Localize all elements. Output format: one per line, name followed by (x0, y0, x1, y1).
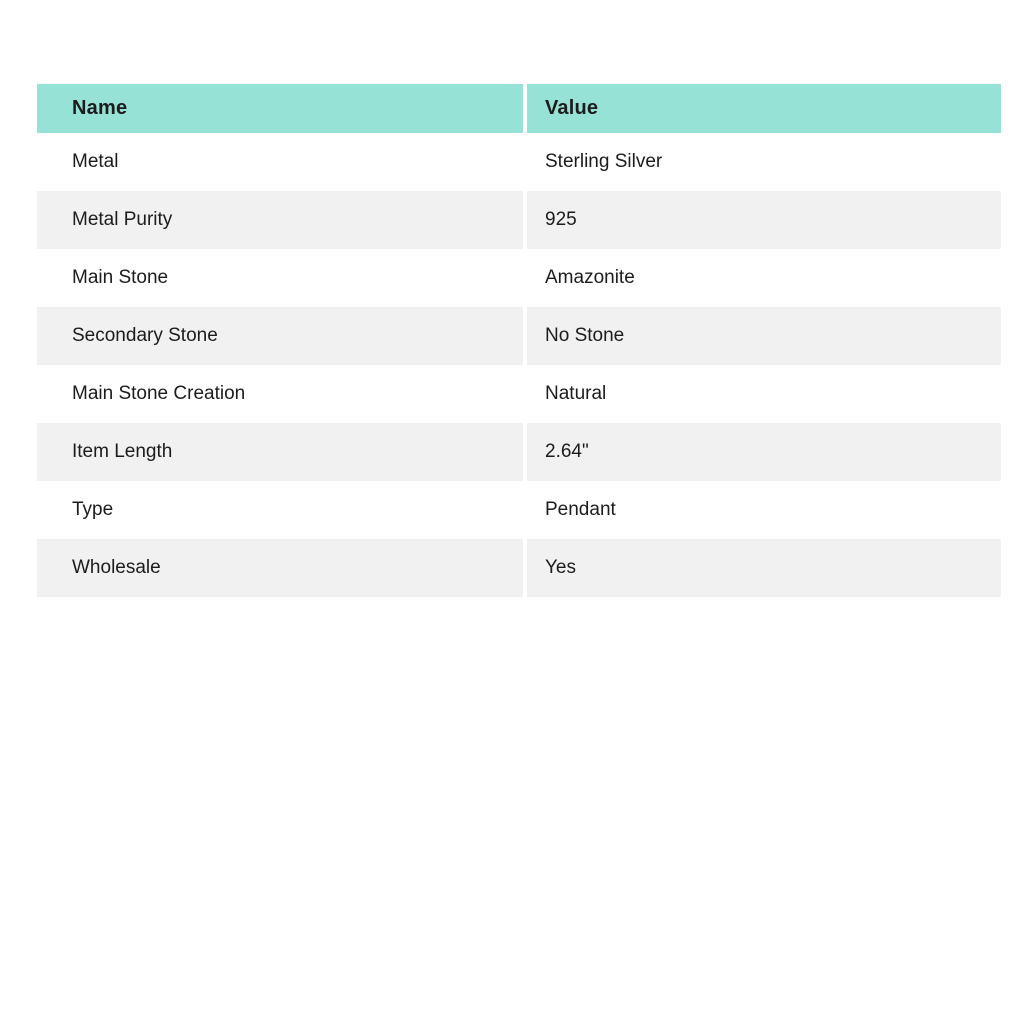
table-row (37, 539, 1001, 597)
table-row (37, 191, 1001, 249)
table-row (37, 249, 1001, 307)
row-value-cell: Amazonite (523, 249, 1001, 307)
table-row (37, 423, 1001, 481)
row-value-cell: Sterling Silver (523, 133, 1001, 191)
table-row (37, 133, 1001, 191)
row-name-cell: Secondary Stone (37, 307, 523, 365)
table-header (37, 84, 1001, 133)
row-name-cell: Type (72, 499, 114, 520)
row-value-cell: Natural (523, 365, 1001, 423)
row-value-cell: 925 (523, 191, 1001, 249)
row-value-cell: Yes (523, 539, 1001, 597)
row-name-cell: Wholesale (37, 539, 523, 597)
row-name-cell: Metal Purity (37, 191, 523, 249)
table-body (37, 133, 1001, 597)
row-value-cell: No Stone (523, 307, 1001, 365)
header-row (37, 84, 1001, 133)
row-value-cell: Pendant (523, 481, 1001, 539)
row-name-cell: Main Stone Creation (72, 383, 246, 404)
row-name-cell: Item Length (37, 423, 523, 481)
column-header-name: Name (37, 84, 523, 133)
attributes-table-container (37, 84, 1001, 597)
row-name-cell: Metal (72, 151, 119, 172)
column-header-value: Value (523, 84, 1001, 133)
row-name-cell: Main Stone (72, 267, 169, 288)
row-value-cell: 2.64" (523, 423, 1001, 481)
table-row (37, 307, 1001, 365)
table-row (37, 365, 1001, 423)
attributes-table (37, 84, 1001, 597)
table-row (37, 481, 1001, 539)
